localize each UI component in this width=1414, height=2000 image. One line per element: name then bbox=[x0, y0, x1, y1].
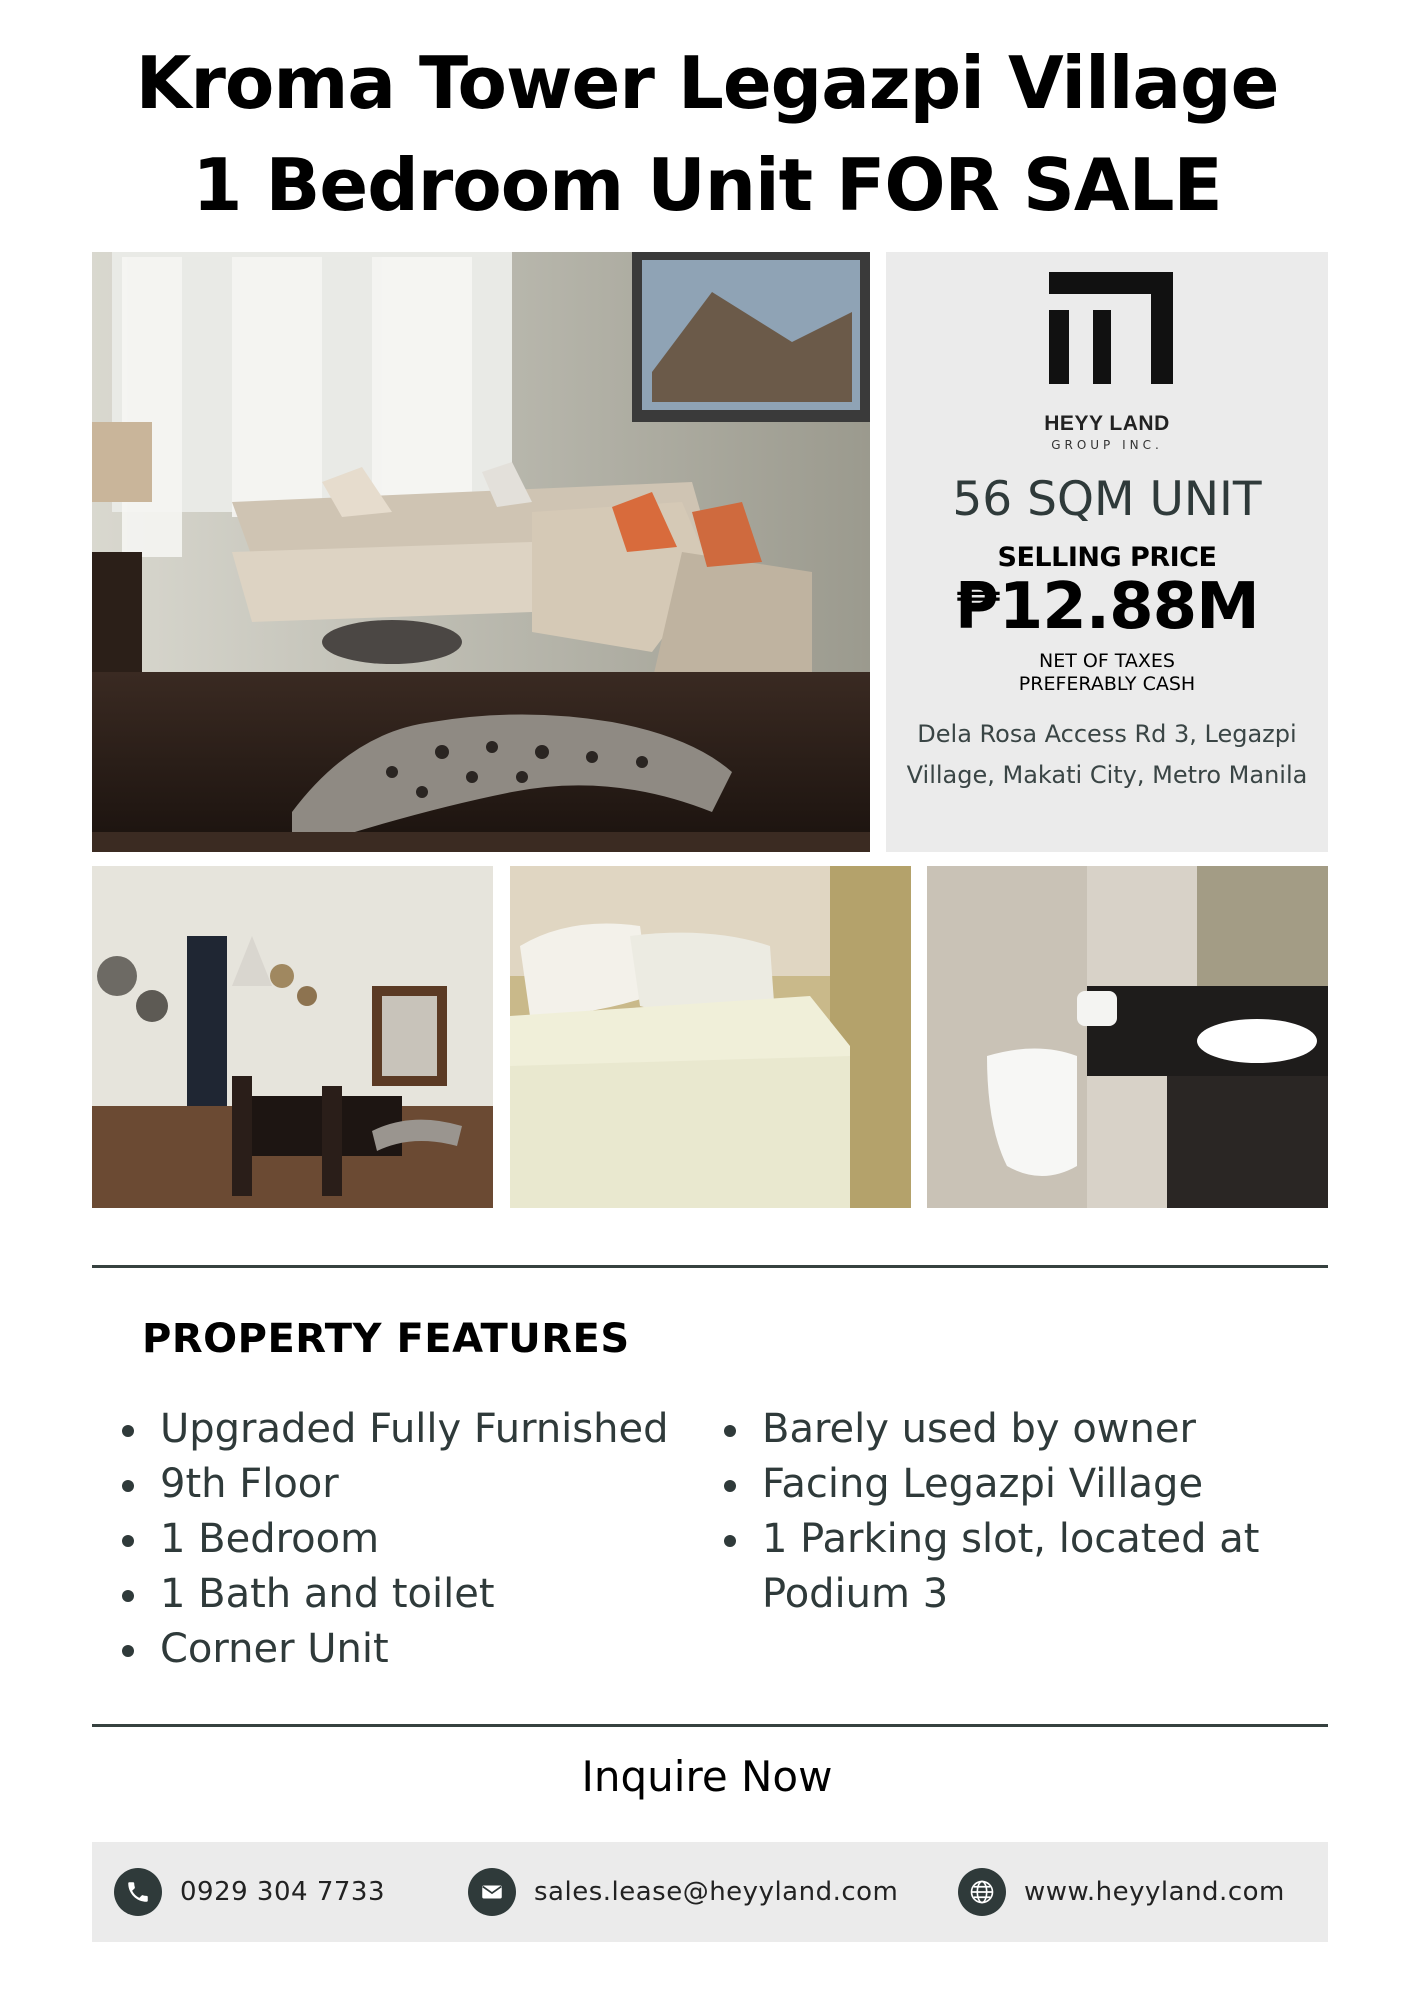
feature-item: Facing Legazpi Village bbox=[720, 1457, 1320, 1512]
net-of-taxes: NET OF TAXES bbox=[1039, 650, 1175, 672]
selling-price-label: SELLING PRICE bbox=[997, 542, 1217, 573]
property-address: Dela Rosa Access Rd 3, Legazpi Village, Makati City, Metro Manila bbox=[906, 720, 1308, 789]
features-heading: PROPERTY FEATURES bbox=[142, 1316, 630, 1362]
feature-item: Barely used by owner bbox=[720, 1402, 1320, 1457]
features-list-right bbox=[720, 1402, 1320, 1622]
phone-number: 0929 304 7733 bbox=[180, 1877, 385, 1907]
mail-icon bbox=[468, 1868, 516, 1916]
inquire-now-heading: Inquire Now bbox=[581, 1752, 833, 1801]
heyy-land-logo-icon bbox=[1049, 272, 1173, 384]
phone-contact[interactable] bbox=[114, 1842, 385, 1942]
living-room-photo bbox=[92, 252, 870, 852]
bathroom-photo bbox=[927, 866, 1328, 1208]
feature-item: 1 Parking slot, located at Podium 3 bbox=[720, 1512, 1320, 1622]
dining-area-photo bbox=[92, 866, 493, 1208]
phone-icon bbox=[114, 1868, 162, 1916]
feature-item: 1 Bedroom bbox=[118, 1512, 718, 1567]
price-value: ₱12.88M bbox=[955, 570, 1259, 644]
website-contact[interactable] bbox=[958, 1842, 1285, 1942]
divider-bottom bbox=[92, 1724, 1328, 1727]
unit-size: 56 SQM UNIT bbox=[952, 472, 1262, 527]
features-list-left bbox=[118, 1402, 718, 1677]
globe-icon bbox=[958, 1868, 1006, 1916]
feature-item: 1 Bath and toilet bbox=[118, 1567, 718, 1622]
brand-name: HEYY LAND bbox=[1044, 412, 1170, 435]
preferably-cash: PREFERABLY CASH bbox=[1018, 673, 1196, 695]
title-line-2: 1 Bedroom Unit FOR SALE bbox=[192, 143, 1222, 227]
website-url: www.heyyland.com bbox=[1024, 1877, 1285, 1907]
title-line-1: Kroma Tower Legazpi Village bbox=[135, 41, 1279, 125]
divider-top bbox=[92, 1265, 1328, 1268]
email-address: sales.lease@heyyland.com bbox=[534, 1877, 899, 1907]
page-title bbox=[0, 32, 1414, 236]
feature-item: 9th Floor bbox=[118, 1457, 718, 1512]
price-info-panel bbox=[886, 252, 1328, 852]
feature-item: Upgraded Fully Furnished bbox=[118, 1402, 718, 1457]
price-terms bbox=[886, 650, 1328, 696]
bedroom-photo bbox=[510, 866, 911, 1208]
feature-item: Corner Unit bbox=[118, 1622, 718, 1677]
email-contact[interactable] bbox=[468, 1842, 898, 1942]
brand-subtitle: GROUP INC. bbox=[1051, 438, 1163, 452]
contact-bar bbox=[92, 1842, 1328, 1942]
